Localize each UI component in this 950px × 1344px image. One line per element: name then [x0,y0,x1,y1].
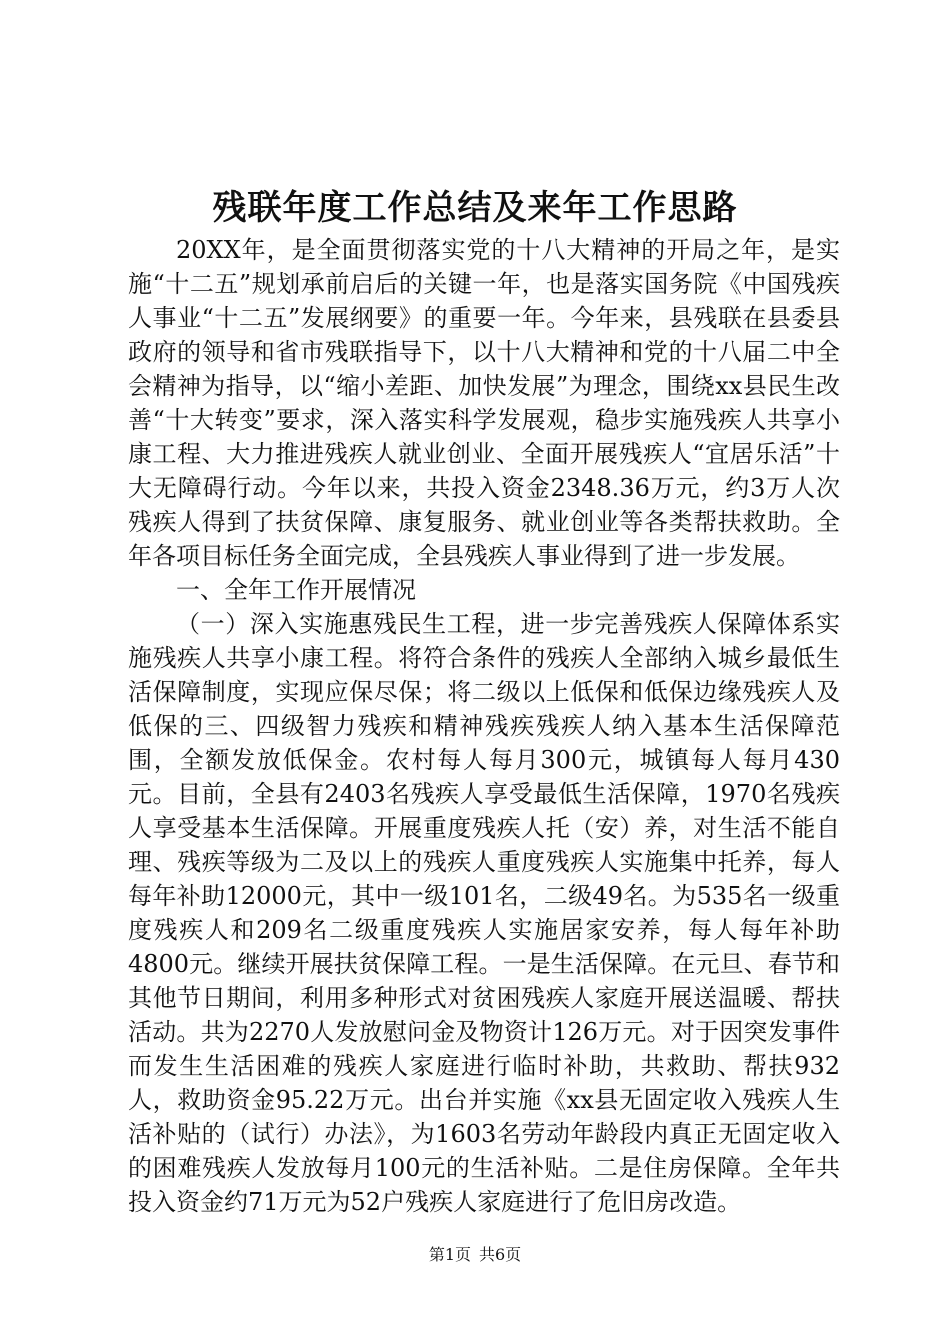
intro-paragraph: 20XX年，是全面贯彻落实党的十八大精神的开局之年，是实施“十二五”规划承前启后的关键一年，也是落实国务院《中国残疾人事业“十二五”发展纲要》的重要一年。今年来，县残联在县委县政府的领导和省市残联指导下，以十八大精神和党的十八届二中全会精神为指导，以“缩小差距、加快发展”为理念，围绕xx县民生改善“十大转变”要求，深入落实科学发展观，稳步实施残疾人共享小康工程、大力推进残疾人就业创业、全面开展残疾人“宜居乐活”十大无障碍行动。今年以来，共投入资金2348.36万元，约3万人次残疾人得到了扶贫保障、康复服务、就业创业等各类帮扶救助。全年各项目标任务全面完成，全县残疾人事业得到了进一步发展。 [128,236,840,570]
page-total: 共6页 [479,1245,522,1264]
document-body [128,233,840,1219]
document-title: 残联年度工作总结及来年工作思路 [212,188,738,228]
page-footer [0,1244,950,1266]
subsection-paragraph: （一）深入实施惠残民生工程，进一步完善残疾人保障体系实施残疾人共享小康工程。将符合条件的残疾人全部纳入城乡最低生活保障制度，实现应保尽保；将二级以上低保和低保边缘残疾人及低保的三、四级智力残疾和精神残疾残疾人纳入基本生活保障范围，全额发放低保金。农村每人每月300元，城镇每人每月430元。目前，全县有2403名残疾人享受最低生活保障，1970名残疾人享受基本生活保障。开展重度残疾人托（安）养，对生活不能自理、残疾等级为二及以上的残疾人重度残疾人实施集中托养，每人每年补助12000元，其中一级101名，二级49名。为535名一级重度残疾人和209名二级重度残疾人实施居家安养，每人每年补助4800元。继续开展扶贫保障工程。一是生活保障。在元旦、春节和其他节日期间，利用多种形式对贫困残疾人家庭开展送温暖、帮扶活动。共为2270人发放慰问金及物资计126万元。对于因突发事件而发生生活困难的残疾人家庭进行临时补助，共救助、帮扶932人，救助资金95.22万元。出台并实施《xx县无固定收入残疾人生活补贴的（试行）办法》，为1603名劳动年龄段内真正无固定收入的困难残疾人发放每月100元的生活补贴。二是住房保障。全年共投入资金约71万元为52户残疾人家庭进行了危旧房改造。 [128,610,840,1216]
page-number: 第1页 [428,1245,471,1264]
section-heading: 一、全年工作开展情况 [176,576,416,604]
